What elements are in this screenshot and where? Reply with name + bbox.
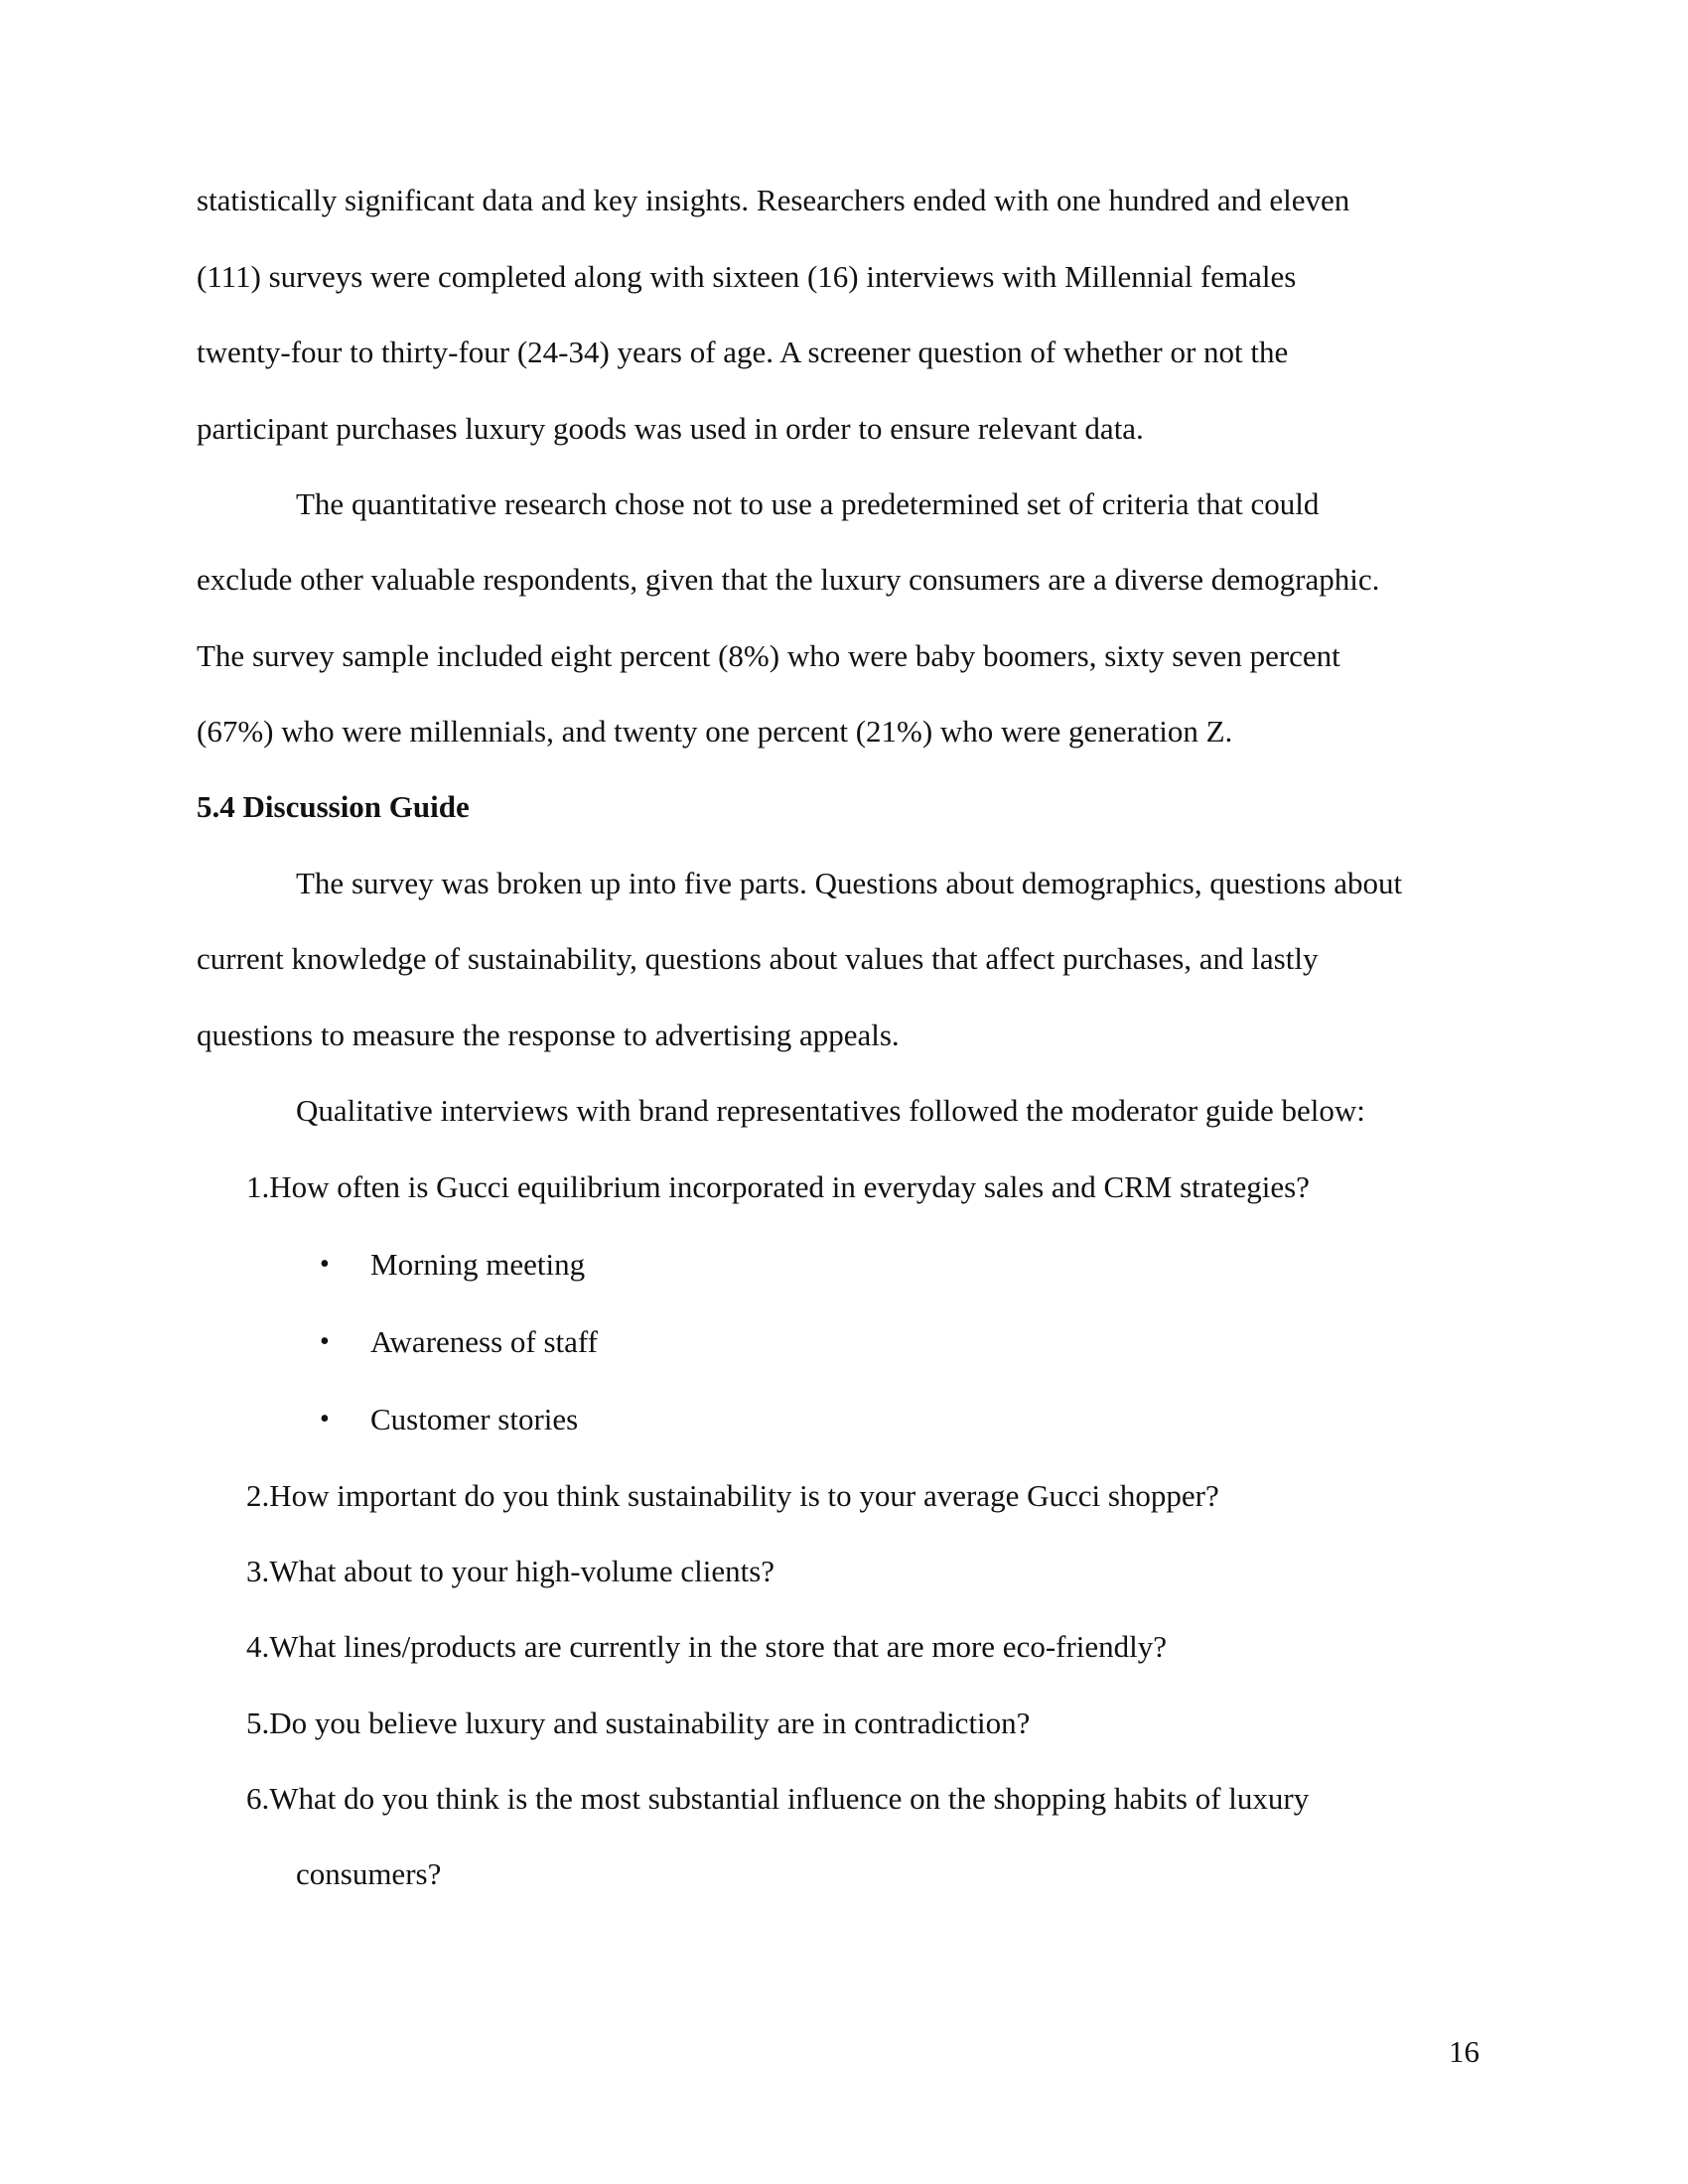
question-item: 1.How often is Gucci equilibrium incorporated in everyday sales and CRM strategies?: [246, 1169, 1310, 1204]
page-number: 16: [1449, 2034, 1479, 2069]
paragraph-line: (111) surveys were completed along with sixteen (16) interviews with Millennial females: [197, 259, 1297, 294]
question-item: 6.What do you think is the most substantial influence on the shopping habits of luxury: [246, 1781, 1310, 1816]
bullet-item: Morning meeting: [370, 1247, 586, 1282]
question-item: 5.Do you believe luxury and sustainability are in contradiction?: [246, 1706, 1031, 1740]
paragraph-line: The quantitative research chose not to use a predetermined set of criteria that could: [296, 486, 1320, 521]
question-continuation: consumers?: [296, 1856, 442, 1891]
section-heading: 5.4 Discussion Guide: [197, 789, 470, 824]
paragraph-line: current knowledge of sustainability, questions about values that affect purchases, and lastly: [197, 941, 1319, 976]
bullet-item: Awareness of staff: [370, 1324, 599, 1359]
question-item: 2.How important do you think sustainability is to your average Gucci shopper?: [246, 1478, 1219, 1513]
bullet-icon: •: [320, 1326, 330, 1357]
question-item: 4.What lines/products are currently in the store that are more eco-friendly?: [246, 1629, 1168, 1664]
paragraph-line: Qualitative interviews with brand representatives followed the moderator guide below:: [296, 1093, 1365, 1128]
question-item: 3.What about to your high-volume clients?: [246, 1554, 775, 1588]
paragraph-line: exclude other valuable respondents, given that the luxury consumers are a diverse demographic.: [197, 562, 1380, 597]
paragraph-line: The survey sample included eight percent (8%) who were baby boomers, sixty seven percent: [197, 638, 1340, 673]
bullet-icon: •: [320, 1404, 330, 1434]
bullet-item: Customer stories: [370, 1402, 579, 1436]
paragraph-line: statistically significant data and key insights. Researchers ended with one hundred and eleven: [197, 183, 1350, 217]
paragraph-line: twenty-four to thirty-four (24-34) years of age. A screener question of whether or not the: [197, 335, 1289, 369]
bullet-icon: •: [320, 1249, 330, 1280]
paragraph-line: questions to measure the response to advertising appeals.: [197, 1018, 900, 1052]
paragraph-line: participant purchases luxury goods was used in order to ensure relevant data.: [197, 411, 1144, 446]
paragraph-line: (67%) who were millennials, and twenty one percent (21%) who were generation Z.: [197, 714, 1233, 749]
paragraph-line: The survey was broken up into five parts. Questions about demographics, questions about: [296, 866, 1403, 900]
